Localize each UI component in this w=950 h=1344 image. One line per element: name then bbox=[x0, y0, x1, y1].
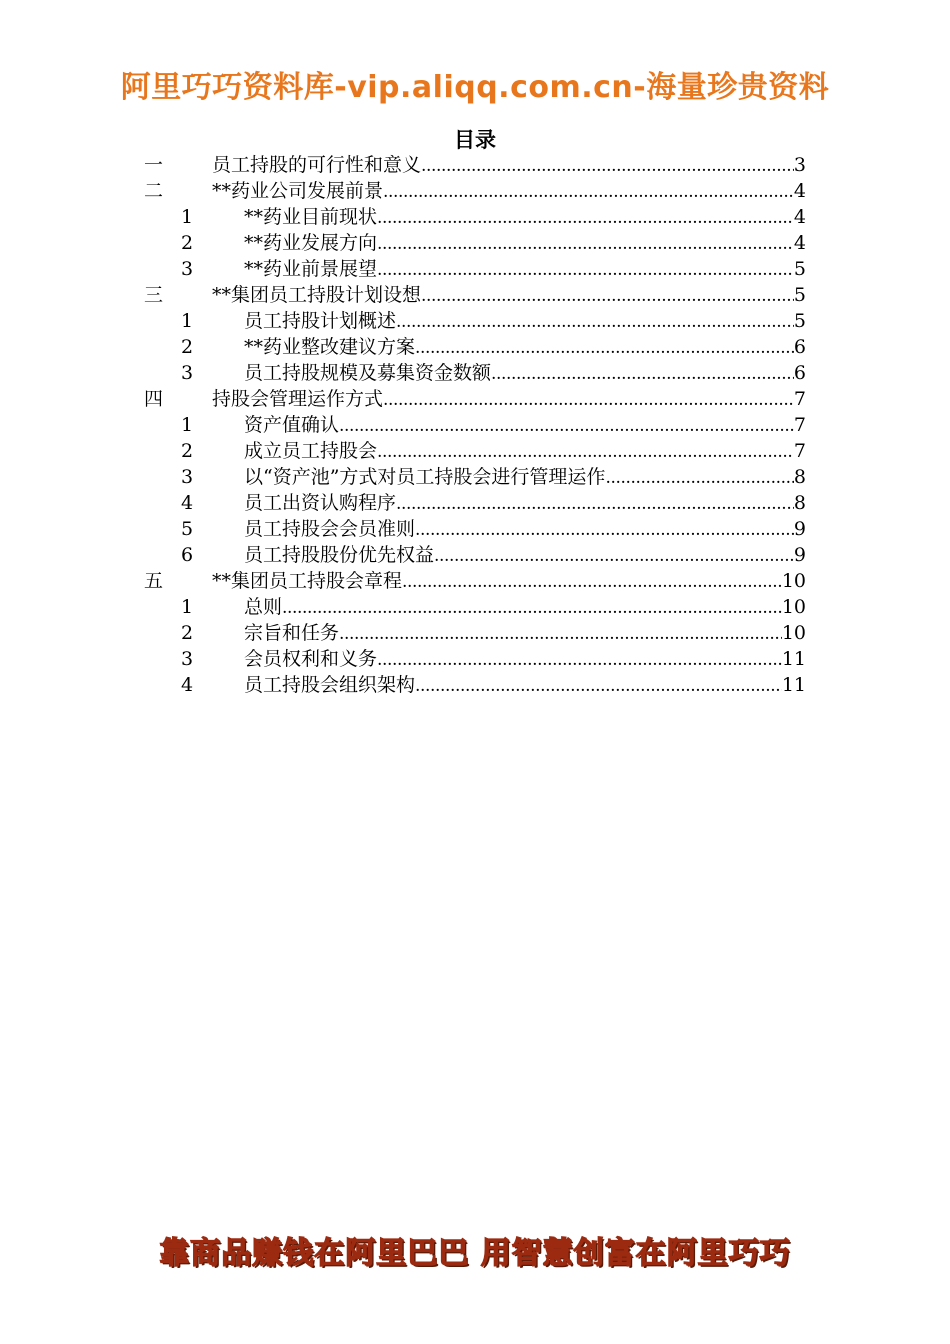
toc-entry-number: 3 bbox=[181, 466, 194, 488]
toc-entry-number: 1 bbox=[181, 206, 194, 228]
toc-entry[interactable] bbox=[144, 360, 806, 386]
toc-leader bbox=[491, 361, 794, 387]
toc-entry-number: 二 bbox=[144, 180, 164, 202]
toc-entry[interactable] bbox=[144, 152, 806, 178]
toc-entry[interactable] bbox=[144, 438, 806, 464]
toc-entry-number: 2 bbox=[181, 440, 194, 462]
toc-entry[interactable] bbox=[144, 308, 806, 334]
toc-leader bbox=[383, 387, 794, 413]
toc-entry-text: 宗旨和任务 bbox=[244, 622, 340, 644]
toc-entry-text: 员工持股会组织架构 bbox=[244, 674, 416, 696]
toc-entry-number: 1 bbox=[181, 414, 194, 436]
toc-entry-page: 9 bbox=[793, 544, 806, 566]
toc-entry-page: 11 bbox=[781, 674, 806, 696]
toc-entry-number: 3 bbox=[181, 362, 194, 384]
toc-entry-page: 7 bbox=[793, 388, 806, 410]
toc-entry[interactable] bbox=[144, 620, 806, 646]
toc-leader bbox=[377, 205, 794, 231]
toc-entry-page: 8 bbox=[793, 466, 806, 488]
toc-entry-page: 9 bbox=[793, 518, 806, 540]
toc-entry-number: 四 bbox=[144, 388, 164, 410]
toc-entry-number: 6 bbox=[181, 544, 194, 566]
toc-entry-text: 会员权利和义务 bbox=[244, 648, 378, 670]
toc-leader bbox=[421, 153, 794, 179]
toc-leader bbox=[421, 283, 794, 309]
toc-entry[interactable] bbox=[144, 282, 806, 308]
toc-entry-page: 10 bbox=[781, 622, 806, 644]
toc-leader bbox=[377, 231, 794, 257]
toc-entry-number: 五 bbox=[144, 570, 164, 592]
toc-entry[interactable] bbox=[144, 386, 806, 412]
toc-entry-number: 2 bbox=[181, 622, 194, 644]
toc-leader bbox=[415, 335, 794, 361]
toc-leader bbox=[605, 465, 793, 491]
toc-entry[interactable] bbox=[144, 490, 806, 516]
toc-entry[interactable] bbox=[144, 672, 806, 698]
toc-entry[interactable] bbox=[144, 594, 806, 620]
toc-entry-page: 10 bbox=[781, 596, 806, 618]
table-of-contents bbox=[144, 152, 806, 698]
toc-entry-text: 以“资产池”方式对员工持股会进行管理运作 bbox=[244, 466, 606, 488]
toc-entry-number: 3 bbox=[181, 648, 194, 670]
toc-leader bbox=[377, 257, 794, 283]
toc-entry[interactable] bbox=[144, 412, 806, 438]
toc-entry-page: 11 bbox=[781, 648, 806, 670]
footer-banner: 靠商品赚钱在阿里巴巴 用智慧创富在阿里巧巧 bbox=[159, 1236, 791, 1271]
toc-entry[interactable] bbox=[144, 646, 806, 672]
toc-leader bbox=[415, 673, 782, 699]
toc-leader bbox=[339, 621, 782, 647]
toc-entry-number: 4 bbox=[181, 674, 194, 696]
toc-entry-text: 员工出资认购程序 bbox=[244, 492, 397, 514]
toc-leader bbox=[377, 439, 794, 465]
toc-leader bbox=[383, 179, 794, 205]
toc-entry-text: 总则 bbox=[244, 596, 283, 618]
toc-entry-text: 员工持股股份优先权益 bbox=[244, 544, 435, 566]
toc-entry-number: 2 bbox=[181, 232, 194, 254]
toc-entry-page: 4 bbox=[793, 232, 806, 254]
toc-entry-number: 2 bbox=[181, 336, 194, 358]
toc-entry[interactable] bbox=[144, 204, 806, 230]
toc-entry[interactable] bbox=[144, 542, 806, 568]
toc-entry-text: **集团员工持股计划设想 bbox=[212, 284, 422, 306]
toc-leader bbox=[282, 595, 782, 621]
toc-entry-text: **药业发展方向 bbox=[244, 232, 378, 254]
header-banner: 阿里巧巧资料库-vip.aliqq.com.cn-海量珍贵资料 bbox=[120, 70, 830, 105]
toc-entry[interactable] bbox=[144, 334, 806, 360]
toc-entry-page: 10 bbox=[781, 570, 806, 592]
toc-entry-page: 6 bbox=[793, 362, 806, 384]
toc-entry-number: 5 bbox=[181, 518, 194, 540]
toc-entry-number: 3 bbox=[181, 258, 194, 280]
toc-entry-page: 4 bbox=[793, 180, 806, 202]
toc-title: 目录 bbox=[454, 128, 496, 152]
toc-entry-text: **药业目前现状 bbox=[244, 206, 378, 228]
toc-entry-text: **药业整改建议方案 bbox=[244, 336, 416, 358]
toc-entry-text: **药业公司发展前景 bbox=[212, 180, 384, 202]
toc-entry-text: 成立员工持股会 bbox=[244, 440, 378, 462]
toc-entry-number: 4 bbox=[181, 492, 194, 514]
toc-entry-number: 一 bbox=[144, 154, 164, 176]
toc-entry-number: 三 bbox=[144, 284, 164, 306]
toc-entry-text: 资产值确认 bbox=[244, 414, 340, 436]
toc-entry-page: 5 bbox=[793, 310, 806, 332]
toc-entry-page: 7 bbox=[793, 414, 806, 436]
toc-entry-page: 4 bbox=[793, 206, 806, 228]
toc-leader bbox=[377, 647, 782, 673]
toc-entry-text: **药业前景展望 bbox=[244, 258, 378, 280]
toc-leader bbox=[396, 491, 794, 517]
toc-entry-page: 8 bbox=[793, 492, 806, 514]
toc-entry-page: 7 bbox=[793, 440, 806, 462]
toc-entry[interactable] bbox=[144, 230, 806, 256]
toc-entry-page: 5 bbox=[793, 258, 806, 280]
toc-leader bbox=[339, 413, 794, 439]
toc-entry-text: 员工持股的可行性和意义 bbox=[212, 154, 422, 176]
toc-leader bbox=[402, 569, 782, 595]
toc-leader bbox=[415, 517, 794, 543]
toc-entry[interactable] bbox=[144, 178, 806, 204]
toc-entry-page: 6 bbox=[793, 336, 806, 358]
toc-entry[interactable] bbox=[144, 568, 806, 594]
toc-entry-text: **集团员工持股会章程 bbox=[212, 570, 403, 592]
toc-entry-page: 5 bbox=[793, 284, 806, 306]
toc-entry-text: 员工持股计划概述 bbox=[244, 310, 397, 332]
toc-entry-number: 1 bbox=[181, 596, 194, 618]
toc-entry-page: 3 bbox=[793, 154, 806, 176]
toc-entry[interactable] bbox=[144, 516, 806, 542]
toc-entry-text: 员工持股规模及募集资金数额 bbox=[244, 362, 492, 384]
toc-entry-number: 1 bbox=[181, 310, 194, 332]
toc-entry-text: 持股会管理运作方式 bbox=[212, 388, 384, 410]
toc-entry[interactable] bbox=[144, 464, 806, 490]
toc-leader bbox=[434, 543, 794, 569]
toc-entry[interactable] bbox=[144, 256, 806, 282]
toc-entry-text: 员工持股会会员准则 bbox=[244, 518, 416, 540]
toc-leader bbox=[396, 309, 794, 335]
